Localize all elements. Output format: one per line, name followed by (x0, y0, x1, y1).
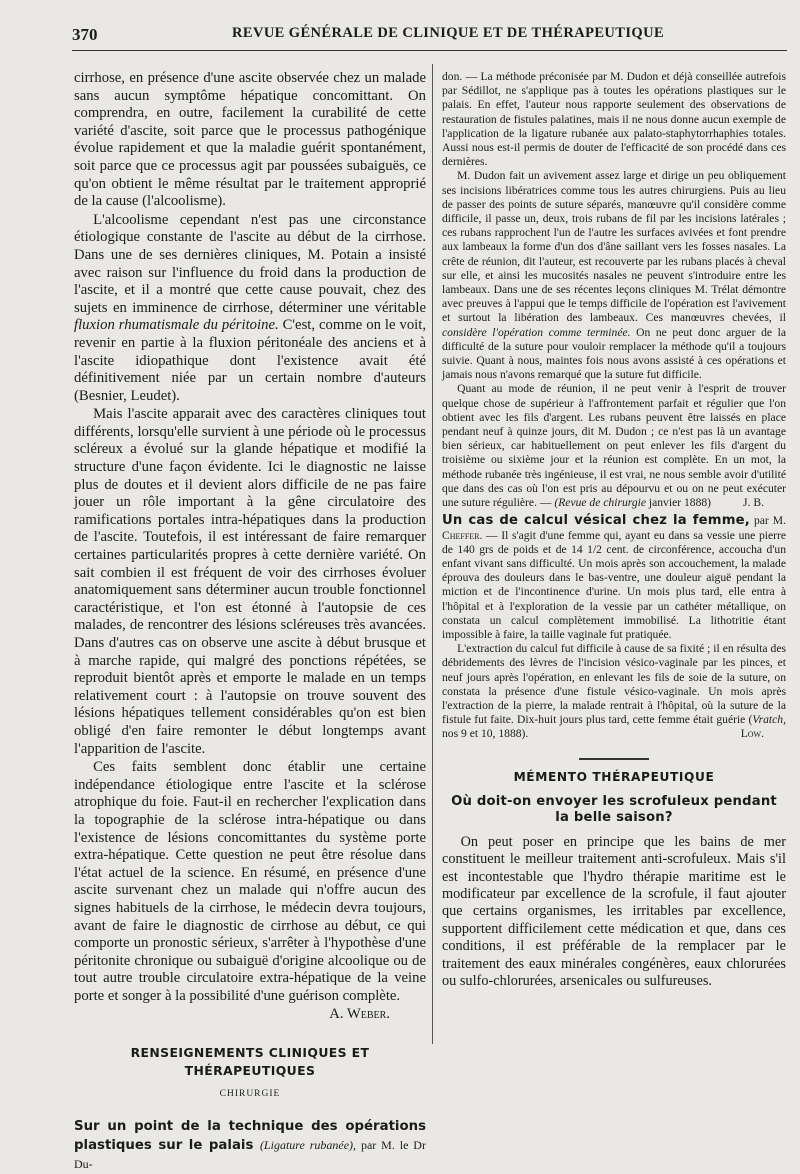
right-paragraph-3-signature: J. B. (743, 496, 764, 510)
memento-question: Où doit-on envoyer les scrofuleux pendant la belle saison? (451, 793, 777, 825)
right-paragraph-5 (442, 642, 786, 741)
right-column (442, 70, 786, 990)
right-paragraph-5-a: L'extraction du calcul fut difficile à cause de sa fixité ; il en résulta des débridements des lèvres de l'incision vésico-vaginale par les pinces, et neuf jours après l'opération, en enlevant les fils de soie de la suture, on constata la présence d'une fistule vésico-vaginale. Un mois après l'extraction de la pierre, la malade rentrait à l'hôpital, où la suture de la fistule fut faite. Dix-huit jours plus tard, cette femme était guérie ( (442, 642, 786, 727)
right-paragraph-5-b: nos 9 et 10, 1888). (442, 727, 529, 741)
left-paragraph-2 (74, 212, 426, 406)
section-separator (579, 758, 649, 760)
right-paragraph-3-a: Quant au mode de réunion, il ne peut venir à l'esprit de trouver quelque chose de supérieur à l'affrontement parfait et régulier que l'on obtient avec les fils d'argent. Les rubans peuvent être laissés en place pendant neuf à quinze jours, dit M. Dudon ; ce n'est pas là un avantage bien sérieux, car habituellement on peut enlever les fils d'argent du troisième ou sixième jour et la réunion est complète. En un mot, la méthode rubanée très ingénieuse, il est vrai, ne nous semble avoir d'utilité que dans des cas où l'on est pris au dépourvu et ou on ne peut exécuter une suture régulière. — (442, 382, 786, 510)
left-column (74, 70, 426, 1174)
left-paragraph-1: cirrhose, en présence d'une ascite observée chez un malade sans aucun symptôme hépatique concomittant. On comprendra, en outre, facilement la curabilité de cette variété d'ascite, soit parce que le processus pathogénique évolue rapidement et que la maladie guérit spontanément, soit parce que ce processus agit par poussées subaiguës, ce qu'on obtient le même résultat par le traitement approprié de la cause (l'alcoolisme). (74, 70, 426, 210)
article-title (74, 1118, 426, 1174)
right-paragraph-2-emphasis: considère l'opération comme terminée. (442, 325, 631, 339)
article-calcul-title: Un cas de calcul vésical chez la femme, (442, 513, 751, 529)
left-paragraph-2-emphasis: fluxion rhumatismale du péritoine. (74, 317, 279, 334)
left-paragraph-4: Ces faits semblent donc établir une certaine indépendance étiologique entre l'ascite et la sclérose atrophique du foie. Faut-il en rechercher l'explication dans la topographie de la sclérose intra-hépatique ou dans l'existence de lésions concomittantes du système porte extra-hépatique. Cette question ne peut être résolue dans l'état actuel de la science. En résumé, en présence d'une ascite survenant chez un malade qui n'offre aucun des signes habituels de la cirrhose, le médecin devra toujours, avant de faire le diagnostic de cirrhose au début, ce qui comporte un pronostic sérieux, s'arrêter à l'hypothèse d'une péritonite chronique ou subaiguë d'origine alcoolique ou de tout autre trouble circulatoire extra-hépatique de la veine porte et songer à la possibilité d'une guérison complète. (74, 759, 426, 1004)
left-paragraph-3: Mais l'ascite apparait avec des caractères cliniques tout différents, lorsqu'elle survient à une période où le processus scléreux a évolué sur la glande hépatique et modifié la structure d'une façon évidente. Ici le diagnostic ne laisse plus de doutes et il devient alors difficile de ne pas faire jouer un rôle important à la gêne circulatoire des ramifications portales intra-hépatiques dans la production de l'ascite. Toutefois, il est intéressant de faire remarquer certaines particularités propres à cette dernière variété. On sait combien il est fréquent de voir des cirrhoses évoluer anatomiquement sans déterminer aucun trouble fonctionnel caractéristique, et l'on est étonné à l'autopsie de ces malades, de rencontrer des lésions scléreuses très avancées. Dans d'autres cas on observe une ascite à début brusque et à marche rapide, qui malgré des ponctions répétées, se reproduit bientôt après et emporte le malade en un temps relativement court : à l'autopsie on trouve souvent des lésions hépatiques tellement considérables qu'on est bien obligé d'en faire remonter le début longtemps avant l'apparition de l'ascite. (74, 406, 426, 757)
right-paragraph-1: don. — La méthode préconisée par M. Dudon et déjà conseillée autrefois par Sédillot, ne s'applique pas à toutes les opérations plastiques sur le palais. En effet, l'auteur nous rapporte seulement des observations de restauration de fistules palatines, mais il ne nous donne aucun exemple de l'application de la ligature rubanée aux palato-staphytorrhaphies totales. Aussi nous est-il permis de douter de l'efficacité de son procédé dans ces dernières. (442, 70, 786, 169)
right-paragraph-3-source: (Revue de chirurgie (554, 496, 646, 510)
article-calcul-by: par M. (750, 514, 786, 528)
left-paragraph-2-b: C'est, comme on le voit, revenir en partie à la fluxion péritonéale des anciens et à l'ascite idiopathique dont l'existence avait été définitivement niée par un certain nombre d'auteurs (Besnier, Leudet). (74, 317, 427, 404)
right-paragraph-3-date: janvier 1888) (646, 496, 712, 510)
author-signature: A. Weber. (329, 1006, 390, 1023)
column-divider (432, 64, 433, 1044)
right-paragraph-2-a: M. Dudon fait un avivement assez large et dirige un peu obliquement ses incisions libératrices comme tous les autres chirurgiens. Puis au lieu de passer des points de suture séparés, manœuvre qu'il considère comme difficile, il passe un, deux, trois rubans de fil par les incisions latérales ; ces rubans rapprochent l'un de l'autre les surfaces avivées et font prendre aux lambeaux la forme d'un dos d'âne saillant vers les fosses nasales. La crête de réunion, dit l'auteur, est recouverte par les rubans placés à cheval sur elle, et ainsi les mucosités nasales ne peuvent s'introduire entre les lambeaux. Dans une de ses récentes leçons cliniques M. Trélat démontre avec preuves à l'appui que le temps difficile de l'opération est l'avivement et surtout la libération des lambeaux. Ces manœuvres chevées, il (442, 169, 786, 325)
memento-title: MÉMENTO THÉRAPEUTIQUE (513, 769, 715, 784)
running-head: REVUE GÉNÉRALE DE CLINIQUE ET DE THÉRAPEUTIQUE (232, 25, 665, 41)
article-calcul-author: Cheffer. (442, 528, 483, 542)
article-byline: par M. le Dr Du- (74, 1137, 426, 1171)
right-paragraph-5-signature: Low. (740, 727, 764, 741)
header-rule (72, 50, 787, 51)
right-paragraph-2-b: On ne peut donc arguer de la difficulté de la suture pour vouloir remplacer la méthode qu'il a toujours suivie. Quant à nous, maintes fois nous avons assisté à ces opérations et jamais nous n'avons remarqué que la suture fut difficile. (442, 325, 786, 382)
article-calcul (442, 514, 786, 642)
right-paragraph-2 (442, 169, 786, 382)
memento-paragraph: On peut poser en principe que les bains de mer constituent le meilleur traitement anti-scrofuleux. Mais s'il est incontestable que l'hydro thérapie maritime est le modificateur par excellence de la scrofule, il faut ajouter que certains organismes, les irritables par excellence, supportent difficilement cette médication et que, dans ces conditions, il est préférable de la remplacer par le traitement des eaux minérales congénères, eaux chlorurées ou sulfo-chlorurées, arsenicales ou sulfureuses. (442, 833, 786, 989)
section-title: RENSEIGNEMENTS CLINIQUES ET THÉRAPEUTIQUES (130, 1045, 370, 1078)
article-title-paren: (Ligature rubanée), (259, 1137, 357, 1152)
right-paragraph-5-source: Vratch, (752, 713, 786, 727)
article-title-text: Sur un point de la technique des opérations plastiques sur le palais (74, 1118, 426, 1153)
page-number: 370 (72, 25, 98, 44)
left-paragraph-2-a: L'alcoolisme cependant n'est pas une circonstance étiologique constante de l'ascite au début de la cirrhose. Dans une de ses dernières cliniques, M. Potain a insisté avec raison sur l'influence du froid dans la production de l'ascite, et il a montré que cette cause pouvait, chez des sujets en imminence de cirrhose, déterminer une véritable (74, 211, 426, 316)
article-calcul-text: — Il s'agit d'une femme qui, ayant eu dans sa vessie une pierre de 140 grs de poids et de 14 1/2 cent. de circonférence, accoucha d'un enfant vivant sans difficulté. Un mois après son accouchement, la malade éprouva des douleurs dans le bas-ventre, une douleur aiguë pendant la miction et de l'incontinence d'urine. Un mois plus tard, elle entra à l'hôpital et à l'exploration de la vessie par un cathéter métallique, on constata un calcul complètement immobilisé. La lithotritie étant impossible à faire, la taille vaginale fut pratiquée. (442, 528, 786, 641)
page-header (72, 22, 787, 48)
section-subtitle: CHIRURGIE (219, 1089, 281, 1100)
right-paragraph-3 (442, 382, 786, 510)
